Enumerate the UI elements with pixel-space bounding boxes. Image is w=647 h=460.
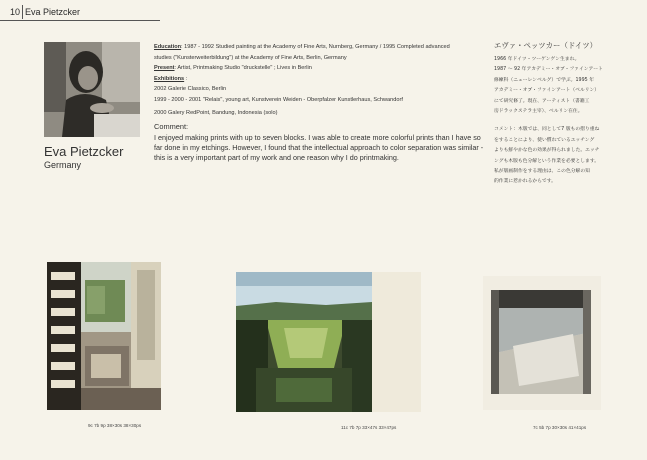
- artwork-1-image: [47, 262, 161, 410]
- comment-line: far done in my etchings. However, I found that the intellectual approach to color separation was similar -: [154, 143, 484, 152]
- education-row-continued: studies ("Kunsterweiterbildung") at the Academy of Fine Arts, Berlin, Germany: [154, 54, 347, 61]
- japanese-bio-line: 修練科（ニューレンベルグ）で学ぶ。1995 年: [494, 77, 595, 83]
- japanese-title: エヴァ・ペッツカー（ドイツ）: [494, 41, 598, 50]
- japanese-bio-line: 1966 年ドイツ・ツーゲンゲン生まれ。: [494, 57, 580, 62]
- japanese-bio: [494, 55, 624, 117]
- exhibition-item: 2002 Galerie Classico, Berlin: [154, 86, 227, 92]
- japanese-comment-line: ングも木版も色分解という作業を必要とします。: [494, 158, 600, 164]
- artwork-1-caption: 9c 7b 9p 38×30s 38×30ps: [88, 423, 142, 428]
- present-text: : Artist, Printmaking Studio "druckstelle" ; Lives in Berlin: [174, 65, 312, 71]
- portrait-photo: [44, 42, 140, 137]
- artist-portrait: [44, 42, 140, 137]
- present-row: [154, 63, 484, 74]
- page-number: 10: [10, 7, 21, 17]
- japanese-comment-line: 的作業に惹かれるからです。: [494, 179, 556, 185]
- comment-title: Comment:: [154, 122, 189, 131]
- header-rule: [0, 20, 160, 21]
- japanese-comment-line: コメント：木版では、同として7 版もの摺り重ね: [494, 127, 600, 133]
- education-row: [154, 42, 484, 53]
- education-label: Education: [154, 44, 182, 50]
- present-label: Present: [154, 65, 175, 71]
- japanese-bio-line: アカデミー・オブ・ファインアート（ベルリン）: [494, 88, 600, 94]
- exhibitions-row: [154, 74, 484, 85]
- comment-line: this is a very important part of my work and one reason why I do printmaking.: [154, 153, 399, 162]
- header-divider: [22, 5, 23, 19]
- artwork-2-caption: 11c 7b 7p 33×47s 33×47ps: [341, 425, 397, 430]
- japanese-comment: [494, 125, 624, 187]
- japanese-comment-line: 私が版画制作をする理由は、この色分解の知: [494, 169, 590, 175]
- artist-country: Germany: [44, 160, 82, 170]
- japanese-bio-line: 1987 ～ 92 年アカデミー・オブ・ファインアート: [494, 67, 603, 73]
- artist-comment: [154, 122, 486, 163]
- artist-name: Eva Pietzcker: [44, 144, 124, 159]
- comment-line: I enjoyed making prints with up to seven blocks. I was able to create more colorful prints than I have so: [154, 133, 481, 142]
- exhibitions-label: Exhibitions: [154, 75, 185, 82]
- header-artist-name: Eva Pietzcker: [25, 7, 81, 17]
- japanese-bio-line: 房ドラックステラ主宰）、ベルリン在住。: [494, 109, 583, 115]
- artist-bio: [154, 42, 484, 119]
- artwork-2-image: [236, 272, 421, 412]
- education-text: : 1987 - 1992 Studied painting at the Academy of Fine Arts, Nurnberg, Germany / 1995 Completed advanced: [181, 44, 450, 50]
- exhibition-item: 2000 Galery RedPoint, Bandung, Indonesia (solo): [154, 110, 278, 116]
- exhibition-item: 1999 - 2000 - 2001 "Relais", young art, Kunstverein Weiden - Oberpfalzer Kunstlerhaus, Schwandorf: [154, 96, 403, 103]
- artwork-3-caption: 7c 5b 7p 30×30s 41×41ps: [533, 425, 587, 430]
- japanese-comment-line: をすることにより、使い慣れているエッチング: [494, 137, 595, 143]
- japanese-column: [494, 40, 624, 188]
- japanese-bio-line: にて研究修了。現在、アーティスト（書籍工: [494, 98, 590, 104]
- exhibitions-colon: :: [184, 75, 188, 82]
- artwork-3-image: [483, 276, 601, 410]
- japanese-comment-line: よりも鮮やかな色の効果が得られました。エッチ: [494, 148, 600, 154]
